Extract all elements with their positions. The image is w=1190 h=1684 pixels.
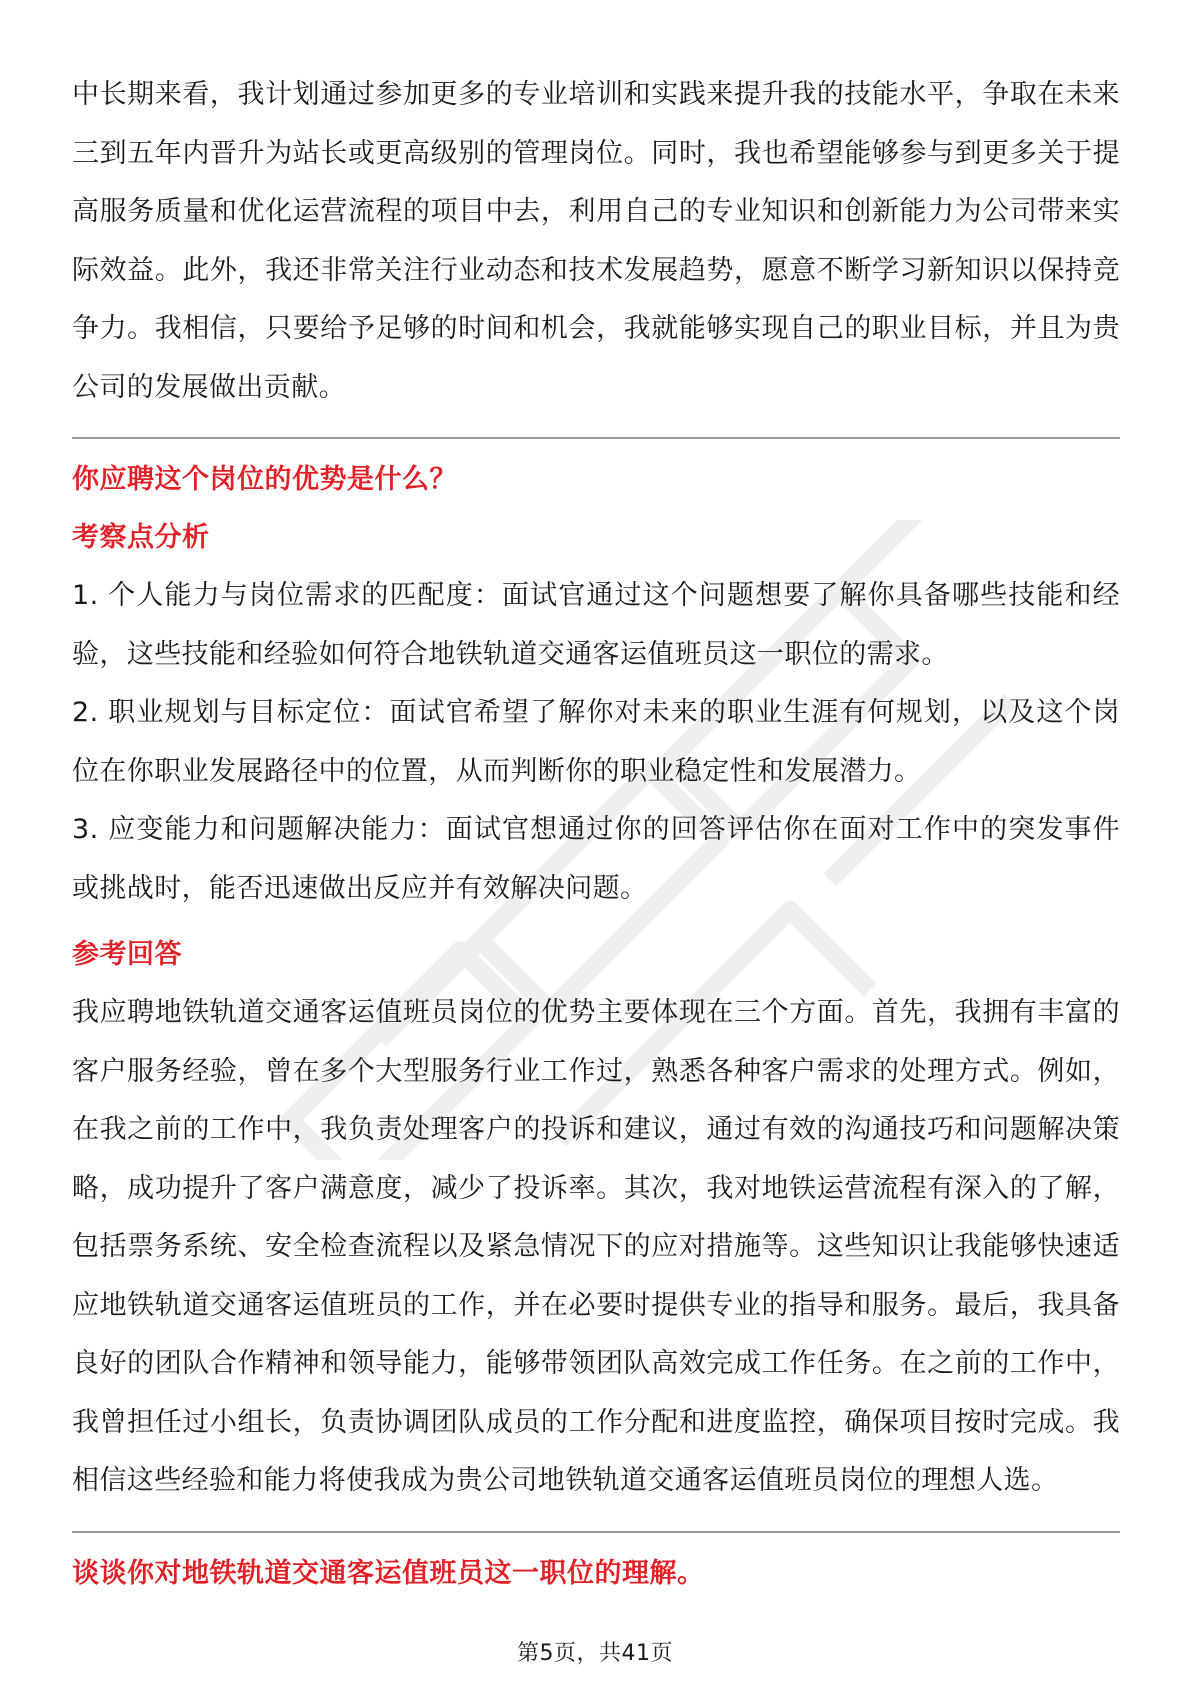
analysis-item: 3. 应变能力和问题解决能力：面试官想通过你的回答评估你在面对工作中的突发事件或挑战时，能否迅速做出反应并有效解决问题。: [72, 814, 1120, 904]
analysis-heading: 考察点分析: [72, 522, 210, 553]
answer-heading: 参考回答: [72, 939, 182, 970]
intro-paragraph: 中长期来看，我计划通过参加更多的专业培训和实践来提升我的技能水平，争取在未来三到五年内晋升为站长或更高级别的管理岗位。同时，我也希望能够参与到更多关于提高服务质量和优化运营流程的项目中去，利用自己的专业知识和创新能力为公司带来实际效益。此外，我还非常关注行业动态和技术发展趋势，愿意不断学习新知识以保持竞争力。我相信，只要给予足够的时间和机会，我就能够实现自己的职业目标，并且为贵公司的发展做出贡献。: [72, 79, 1120, 403]
answer-paragraph: 我应聘地铁轨道交通客运值班员岗位的优势主要体现在三个方面。首先，我拥有丰富的客户服务经验，曾在多个大型服务行业工作过，熟悉各种客户需求的处理方式。例如，在我之前的工作中，我负责处理客户的投诉和建议，通过有效的沟通技巧和问题解决策略，成功提升了客户满意度，减少了投诉率。其次，我对地铁运营流程有深入的了解，包括票务系统、安全检查流程以及紧急情况下的应对措施等。这些知识让我能够快速适应地铁轨道交通客运值班员的工作，并在必要时提供专业的指导和服务。最后，我具备良好的团队合作精神和领导能力，能够带领团队高效完成工作任务。在之前的工作中，我曾担任过小组长，负责协调团队成员的工作分配和进度监控，确保项目按时完成。我相信这些经验和能力将使我成为贵公司地铁轨道交通客运值班员岗位的理想人选。: [72, 997, 1120, 1496]
analysis-item: 2. 职业规划与目标定位：面试官希望了解你对未来的职业生涯有何规划，以及这个岗位在你职业发展路径中的位置，从而判断你的职业稳定性和发展潜力。: [72, 697, 1120, 787]
question-title: 你应聘这个岗位的优势是什么？: [72, 464, 457, 495]
next-question-title: 谈谈你对地铁轨道交通客运值班员这一职位的理解。: [72, 1557, 705, 1589]
page-number: 第5页，共41页: [517, 1641, 673, 1666]
analysis-item: 1. 个人能力与岗位需求的匹配度：面试官通过这个问题想要了解你具备哪些技能和经验，这些技能和经验如何符合地铁轨道交通客运值班员这一职位的需求。: [72, 580, 1120, 670]
main-content: [72, 66, 1120, 1603]
